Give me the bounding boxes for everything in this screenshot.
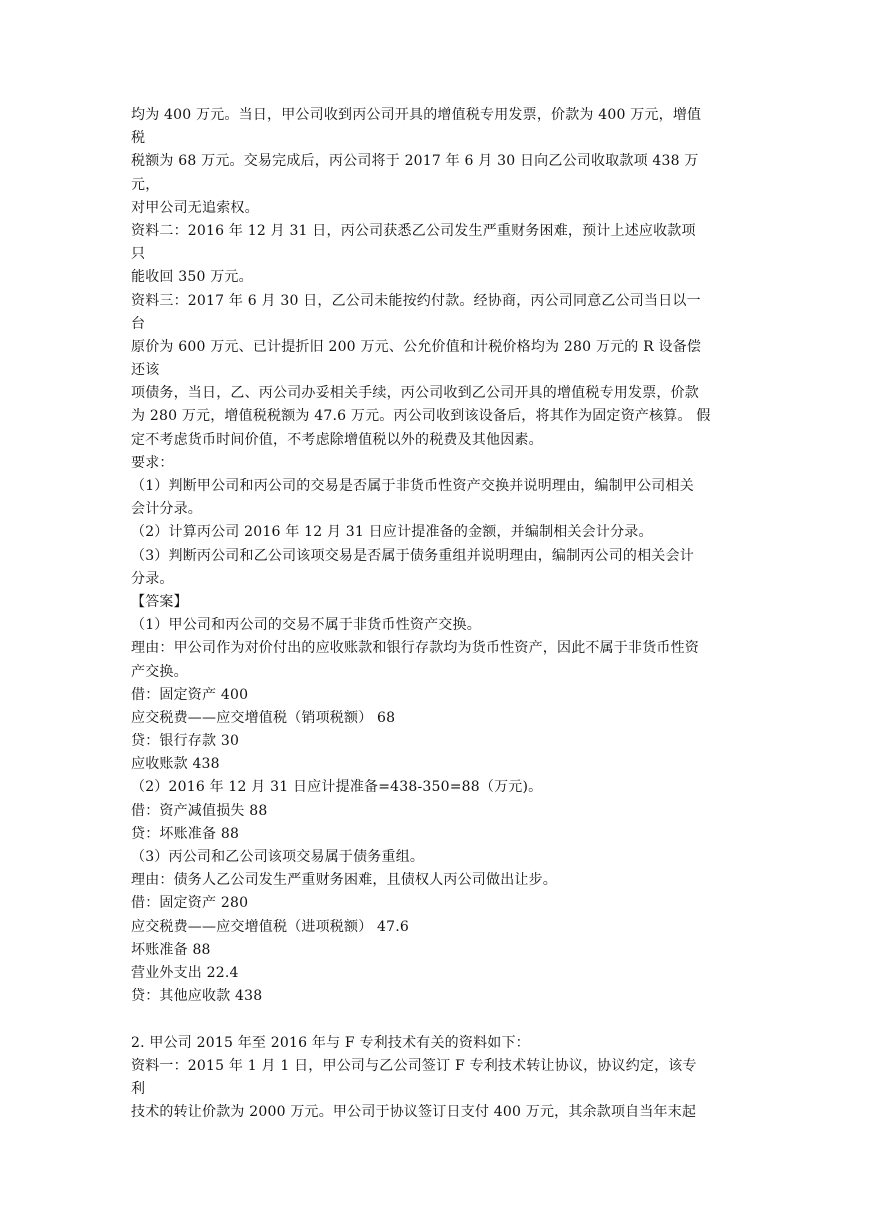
- text-line-44: 技术的转让价款为 2000 万元。甲公司于协议签订日支付 400 万元，其余款项自当年末起: [131, 1104, 697, 1121]
- journal-entry-line: 应交税费——应交增值税（销项税额） 68: [131, 709, 396, 726]
- text-line-13: 项债务，当日，乙、丙公司办妥相关手续，丙公司收到乙公司开具的增值税专用发票，价款: [131, 385, 699, 402]
- text-line-8: 能收回 350 万元。: [131, 269, 253, 286]
- text-line-6: 资料二：2016 年 12 月 31 日，丙公司获悉乙公司发生严重财务困难，预计上述应收款项: [131, 222, 696, 239]
- blank-line: [131, 1008, 741, 1031]
- text-line-15: 定不考虑货币时间价值，不考虑除增值税以外的税费及其他因素。: [131, 431, 543, 448]
- text-line-19: （2）计算丙公司 2016 年 12 月 31 日应计提准备的金额，并编制相关会计分录。: [131, 524, 653, 541]
- text-line-42: 资料一：2015 年 1 月 1 日，甲公司与乙公司签订 F 专利技术转让协议，协议约定，该专: [131, 1057, 697, 1074]
- text-line-33: （3）丙公司和乙公司该项交易属于债务重组。: [131, 849, 425, 865]
- text-line-12: 还该: [131, 362, 160, 379]
- journal-entry-line: 营业外支出 22.4: [131, 964, 239, 981]
- text-line-5: 对甲公司无追索权。: [131, 199, 259, 216]
- text-line-14: 为 280 万元，增值税税额为 47.6 万元。丙公司收到该设备后，将其作为固定资产核算。 假: [131, 408, 711, 425]
- text-line-2: 税: [131, 130, 146, 147]
- journal-entry-line: 贷：银行存款 30: [131, 733, 240, 750]
- text-line-7: 只: [131, 246, 146, 263]
- text-line-24: 理由：甲公司作为对价付出的应收账款和银行存款均为货币性资产，因此不属于非货币性资: [131, 640, 699, 657]
- text-line-10: 台: [131, 315, 146, 332]
- text-line-21: 分录。: [131, 570, 174, 587]
- text-line-1: 均为 400 万元。当日，甲公司收到丙公司开具的增值税专用发票，价款为 400 万元，增值: [131, 107, 702, 123]
- requirements-heading: 要求：: [131, 454, 174, 471]
- text-line-34: 理由：债务人乙公司发生严重财务困难，且债权人丙公司做出让步。: [131, 872, 557, 889]
- document-page: [131, 104, 741, 1124]
- text-line-43: 利: [131, 1080, 146, 1097]
- journal-entry-line: 借：固定资产 280: [131, 895, 249, 912]
- text-line-9: 资料三：2017 年 6 月 30 日，乙公司未能按约付款。经协商，丙公司同意乙公司当日以一: [131, 292, 701, 309]
- text-line-3: 税额为 68 万元。交易完成后，丙公司将于 2017 年 6 月 30 日向乙公司收取款项 438 万: [131, 153, 699, 170]
- text-line-25: 产交换。: [131, 663, 188, 680]
- journal-entry-line: 坏账准备 88: [131, 941, 211, 958]
- text-line-30: （2）2016 年 12 月 31 日应计提准备=438-350=88（万元)。: [131, 779, 543, 796]
- text-line-18: 会计分录。: [131, 501, 202, 518]
- answer-heading: 【答案】: [131, 593, 188, 610]
- journal-entry-line: 应收账款 438: [131, 756, 220, 773]
- question-2-heading: 2. 甲公司 2015 年至 2016 年与 F 专利技术有关的资料如下：: [131, 1034, 530, 1051]
- text-line-4: 元，: [131, 176, 160, 193]
- text-line-20: （3）判断丙公司和乙公司该项交易是否属于债务重组并说明理由，编制丙公司的相关会计: [131, 547, 694, 564]
- journal-entry-line: 借：固定资产 400: [131, 686, 249, 703]
- journal-entry-line: 借：资产减值损失 88: [131, 802, 268, 819]
- journal-entry-line: 贷：其他应收款 438: [131, 988, 263, 1005]
- journal-entry-line: 贷：坏账准备 88: [131, 825, 240, 842]
- text-line-17: （1）判断甲公司和丙公司的交易是否属于非货币性资产交换并说明理由，编制甲公司相关: [131, 478, 694, 494]
- text-line-23: （1）甲公司和丙公司的交易不属于非货币性资产交换。: [131, 617, 481, 634]
- text-line-11: 原价为 600 万元、已计提折旧 200 万元、公允价值和计税价格均为 280 万元的 R 设备偿: [131, 338, 702, 355]
- journal-entry-line: 应交税费——应交增值税（进项税额） 47.6: [131, 918, 410, 935]
